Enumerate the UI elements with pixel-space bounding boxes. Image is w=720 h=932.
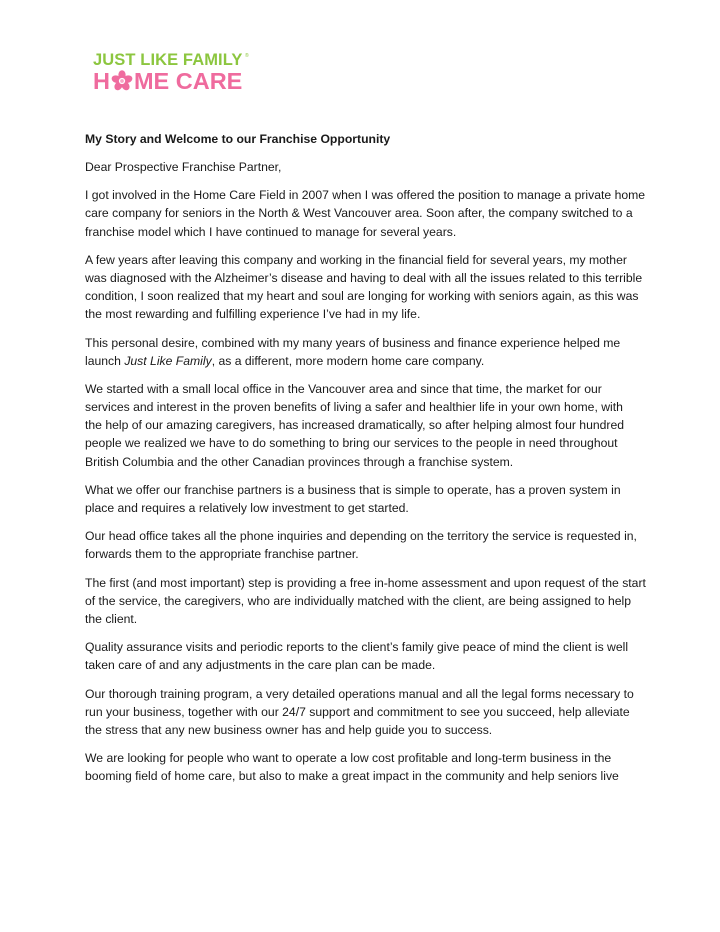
logo-text-me-care: ME CARE (133, 68, 243, 94)
text-line: Quality assurance visits and periodic reports to the client’s family give peace of mind the client is well (85, 640, 629, 655)
text-line (85, 352, 645, 370)
registered-mark: ® (245, 53, 249, 59)
text-line: services and interest in the proven benefits of living a safer and healthier life in your own home, with (85, 400, 623, 415)
text-segment: launch (85, 353, 125, 368)
text-line: the client. (85, 611, 138, 626)
text-line: of the service, the caregivers, who are individually matched with the client, are being assigned to help (85, 593, 632, 608)
text-line: place and requires a relatively low investment to get started. (85, 501, 409, 515)
paragraph-7 (85, 574, 645, 629)
text-line: I got involved in the Home Care Field in 2007 when I was offered the position to manage a private home (85, 188, 646, 203)
text-line: condition, I soon realized that my heart and soul are longing for working with seniors again, as this was (85, 289, 639, 304)
text-line: was diagnosed with the Alzheimer’s disease and having to deal with all the issues related to this terrible (85, 270, 643, 285)
text-line: forwards them to the appropriate franchise partner. (85, 547, 359, 562)
text-line: the stress that any new business owner has and help guide you to success. (85, 722, 493, 737)
letter-body (85, 131, 645, 795)
paragraph-2 (85, 251, 645, 324)
text-line: The first (and most important) step is providing a free in-home assessment and upon request of the start (85, 575, 646, 590)
text-line: people we realized we have to do something to bring our services to the people in need throughout (85, 436, 618, 451)
company-name-italic: Just Like Family (124, 353, 212, 368)
company-logo (93, 52, 253, 94)
text-line: What we offer our franchise partners is a business that is simple to operate, has a proven system in (85, 482, 621, 497)
document-heading: My Story and Welcome to our Franchise Opportunity (85, 132, 391, 146)
text-line: British Columbia and the other Canadian provinces through a franchise system. (85, 454, 514, 469)
text-segment: , as a different, more modern home care company. (211, 353, 485, 368)
paragraph-1 (85, 186, 645, 241)
text-line: the most rewarding and fulfilling experience I’ve had in my life. (85, 307, 421, 322)
text-line: franchise model which I have continued to manage for several years. (85, 224, 457, 239)
salutation (85, 158, 645, 176)
text-line: booming field of home care, but also to make a great impact in the community and help seniors live (85, 769, 619, 784)
text-line: We are looking for people who want to operate a low cost profitable and long-term business in the (85, 751, 612, 766)
paragraph-6 (85, 527, 645, 563)
text-line: We started with a small local office in the Vancouver area and since that time, the market for our (85, 381, 602, 396)
text-line: Dear Prospective Franchise Partner, (85, 160, 282, 174)
logo-text-just-like-family: JUST LIKE FAMILY (93, 51, 243, 69)
paragraph-8 (85, 638, 645, 674)
text-line: taken care of and any adjustments in the care plan can be made. (85, 658, 436, 673)
logo-letter-h: H (93, 68, 110, 94)
text-line: This personal desire, combined with my many years of business and finance experience helped me (85, 335, 621, 350)
text-line: run your business, together with our 24/7 support and commitment to see you succeed, help alleviate (85, 704, 630, 719)
paragraph-5 (85, 481, 645, 517)
paragraph-9 (85, 685, 645, 740)
text-line: care company for seniors in the North & West Vancouver area. Soon after, the company switched to a (85, 206, 633, 221)
text-line: A few years after leaving this company and working in the financial field for several years, my mother (85, 252, 627, 267)
logo-text-home-care (93, 69, 242, 93)
paragraph-3 (85, 334, 645, 370)
flower-icon (111, 70, 133, 92)
paragraph-10 (85, 749, 645, 785)
paragraph-4 (85, 380, 645, 471)
text-line: Our head office takes all the phone inquiries and depending on the territory the service is requested in, (85, 529, 637, 544)
text-line: the help of our amazing caregivers, has increased dramatically, so after helping almost four hundred (85, 418, 625, 433)
text-line: Our thorough training program, a very detailed operations manual and all the legal forms necessary to (85, 686, 634, 701)
